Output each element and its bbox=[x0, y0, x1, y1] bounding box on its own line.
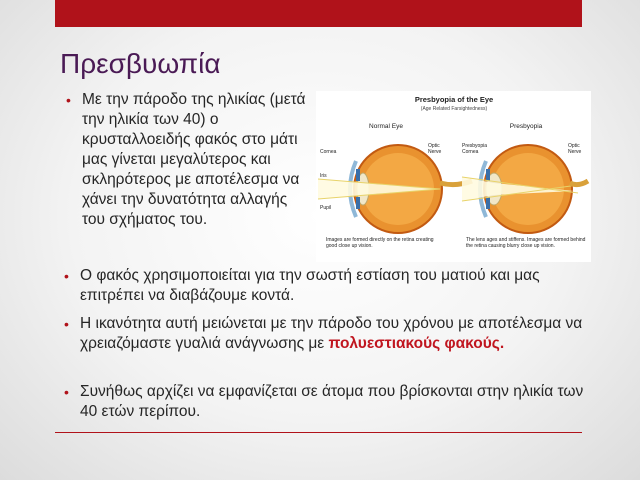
cornea-label: Cornea bbox=[320, 149, 337, 155]
normal-eye-illustration bbox=[318, 145, 472, 233]
presbyopia-cornea-label: Presbyopia bbox=[462, 143, 488, 149]
bottom-divider bbox=[55, 432, 582, 433]
presbyopia-label: Presbyopia bbox=[509, 123, 543, 130]
bullet-3-highlight: πολυεστιακούς φακούς. bbox=[328, 335, 505, 352]
slide-title: Πρεσβυωπία bbox=[60, 48, 221, 79]
optic-nerve-label-right: Optic bbox=[568, 143, 580, 149]
eye-diagram bbox=[316, 91, 591, 262]
bullet-3-text: Η ικανότητα αυτή μειώνεται με την πάροδο του χρόνου με αποτέλεσμα να χρειαζόμαστε γυαλιά ανάγνωσης με bbox=[80, 315, 583, 352]
top-accent-bar bbox=[55, 0, 582, 27]
bullet-dot: • bbox=[64, 268, 69, 284]
bullet-3 bbox=[64, 314, 590, 354]
bullet-dot: • bbox=[64, 384, 69, 400]
figure-title: Presbyopia of the Eye bbox=[414, 95, 494, 104]
presbyopia-caption: The lens ages and stiffens. Images are formed behind the retina causing blurry close up vision. bbox=[466, 237, 586, 249]
bullet-4 bbox=[64, 382, 590, 422]
optic-nerve-label: Optic bbox=[428, 143, 440, 149]
bullet-2 bbox=[64, 266, 590, 306]
bullet-dot: • bbox=[64, 316, 69, 332]
presbyopia-cornea-label-2: Cornea bbox=[462, 149, 479, 155]
bullet-1-text: Με την πάροδο της ηλικίας (μετά την ηλικία των 40) ο κρυσταλλοειδής φακός στο μάτι μας γίνεται μεγαλύτερος και σκληρότερος με αποτέλεσμα να χάνει την δυνατότητα αλλαγής του σχήματος του. bbox=[82, 91, 306, 228]
optic-nerve-label-right-2: Nerve bbox=[568, 149, 582, 155]
optic-nerve-label-2: Nerve bbox=[428, 149, 442, 155]
normal-eye-label: Normal Eye bbox=[369, 123, 403, 130]
presbyopia-eye-illustration bbox=[462, 145, 588, 233]
pupil-label: Pupil bbox=[320, 205, 332, 211]
normal-eye-caption: Images are formed directly on the retina creating good close up vision. bbox=[326, 237, 434, 249]
bullet-4-text: Συνήθως αρχίζει να εμφανίζεται σε άτομα που βρίσκονται στην ηλικία των 40 ετών περίπου. bbox=[80, 383, 584, 420]
bullet-1 bbox=[66, 90, 314, 230]
figure-subtitle: (Age Related Farsightedness) bbox=[420, 106, 488, 112]
bullet-dot: • bbox=[66, 92, 71, 108]
bullet-2-text: Ο φακός χρησιμοποιείται για την σωστή εστίαση του ματιού και μας επιτρέπει να διαβάζουμε κοντά. bbox=[80, 267, 540, 304]
iris-label: Iris bbox=[320, 173, 327, 179]
